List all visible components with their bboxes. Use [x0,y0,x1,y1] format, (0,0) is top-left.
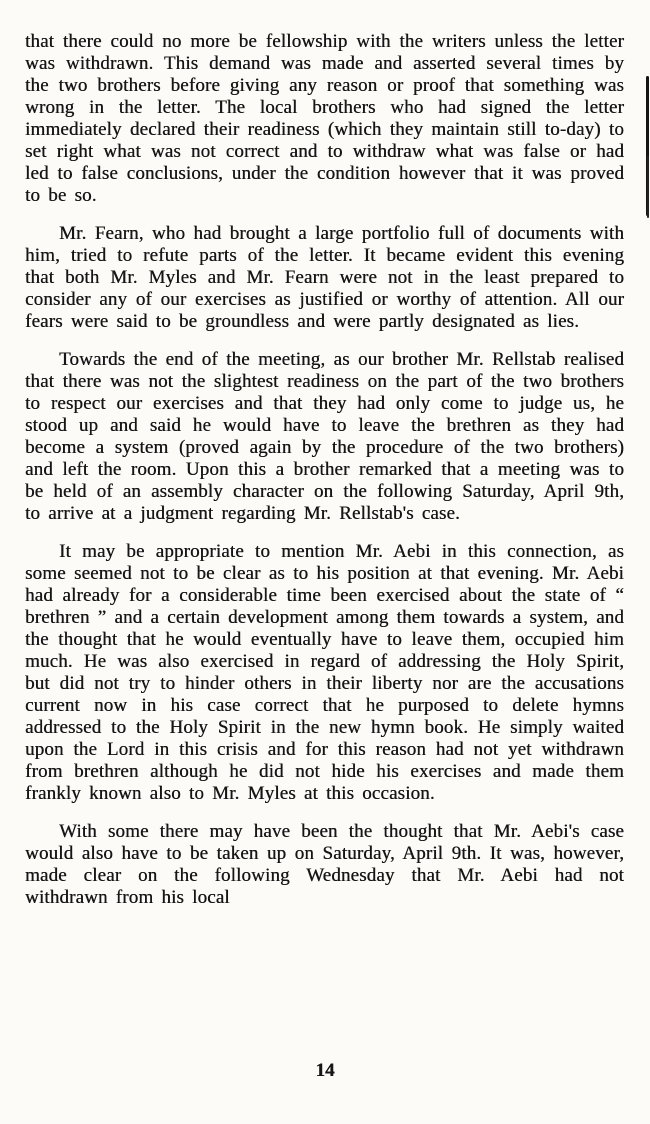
page-number: 14 [315,1060,335,1081]
paragraph-mr-aebi: It may be appropriate to mention Mr. Aebi in this connection, as some seemed not to be clear as to his position at that evening. Mr. Aebi had already for a considerable time been exercised about the state of “ brethren ” and a certain development among them towards a system, and the thought that he would eventually have to leave them, occupied him much. He was also exercised in regard of addressing the Holy Spirit, but did not try to hinder others in their liberty nor are the accusations current now in his case correct that he purposed to delete hymns addressed to the Holy Spirit in the new hymn book. He simply waited upon the Lord in this crisis and for this reason had not yet withdrawn from brethren although he did not hide his exercises and made them frankly known also to Mr. Myles at this occasion. [25,541,624,804]
scan-edge-artifact-lower [647,156,649,218]
paragraph-meeting-end: Towards the end of the meeting, as our brother Mr. Rellstab realised that there was not the slightest readiness on the part of the two brothers to respect our exercises and that they had only come to judge us, he stood up and said he would have to leave the brethren as they had become a system (proved again by the procedure of the two brothers) and left the room. Upon this a brother remarked that a meeting was to be held of an assembly character on the following Saturday, April 9th, to arrive at a judgment regarding Mr. Rellstab's case. [25,349,624,524]
paragraph-saturday-case: With some there may have been the thought that Mr. Aebi's case would also have to be taken up on Saturday, April 9th. It was, however, made clear on the following Wednesday that Mr. Aebi had not withdrawn from his local [25,821,624,908]
paragraph-continuation: that there could no more be fellowship with the writers unless the letter was withdrawn. This demand was made and asserted several times by the two brothers before giving any reason or proof that something was wrong in the letter. The local brothers who had signed the letter immediately declared their readiness (which they maintain still to-day) to set right what was not correct and to withdraw what was false or had led to false conclusions, under the condition however that it was proved to be so. [25,31,624,206]
paragraph-mr-fearn: Mr. Fearn, who had brought a large portfolio full of documents with him, tried to refute parts of the letter. It became evident this evening that both Mr. Myles and Mr. Fearn were not in the least prepared to consider any of our exercises as justified or worthy of attention. All our fears were said to be groundless and were partly designated as lies. [25,223,624,332]
